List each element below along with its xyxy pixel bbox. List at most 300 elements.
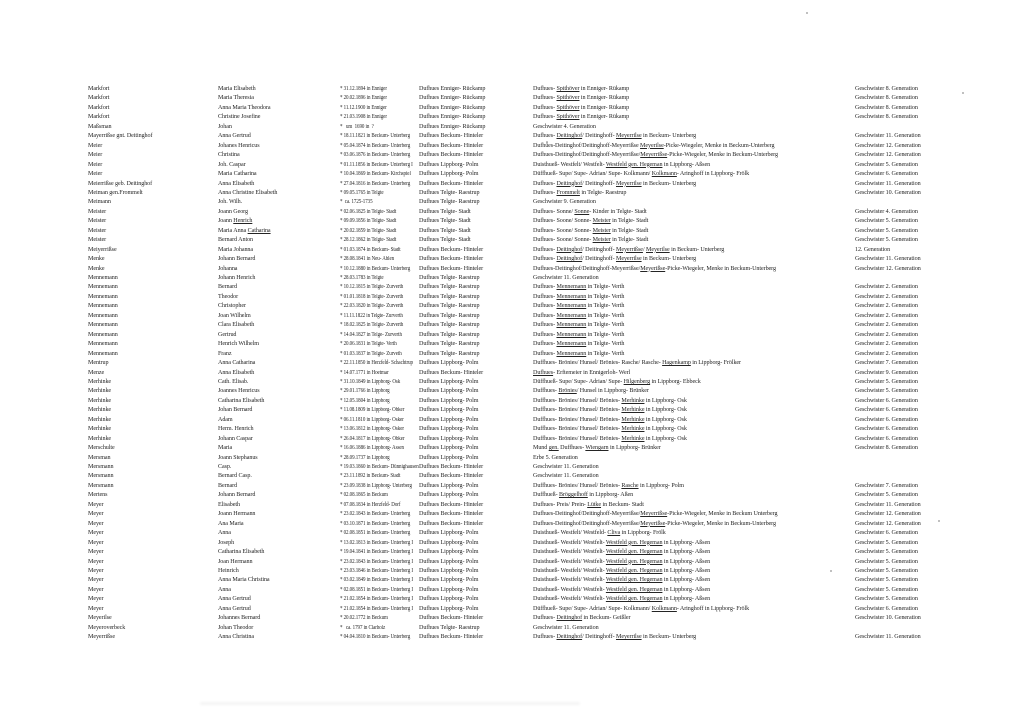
cell-generation: Geschwister 11. Generation bbox=[855, 634, 921, 641]
cell-given-name: Ana Maria bbox=[218, 520, 244, 527]
cell-estate-line: Dufhues- Mennemann in Telgte- Verth bbox=[533, 322, 625, 329]
cell-dufhues-line: Dufhues Beckum- Hinteler bbox=[419, 473, 484, 480]
cell-dufhues-line: Dufhues Telgte- Raestrup bbox=[419, 322, 480, 329]
cell-given-name: Anna bbox=[218, 530, 231, 537]
table-row bbox=[0, 501, 1024, 510]
cell-given-name: Anna Elisabeth bbox=[218, 180, 255, 187]
cell-birth-entry: * 19.03.1860 in Beckum- Dünnighausen bbox=[340, 464, 419, 470]
cell-dufhues-line: Dufhues Telgte- Stadt bbox=[419, 208, 471, 215]
cell-surname: Meyerrißse bbox=[88, 634, 115, 641]
cell-given-name: Franz bbox=[218, 350, 232, 357]
cell-birth-entry: * 14.07.1771 in Hoetmar bbox=[340, 369, 389, 376]
cell-estate-line: Duisthueß- Westfelt/ Westfelt- Westfeld gen. Hegeman in Lippborg- Aßsen bbox=[533, 558, 711, 565]
cell-given-name: Anna Gertrud bbox=[218, 596, 251, 603]
cell-birth-entry: * 01.01.1818 in Telgte- Zurverth bbox=[340, 293, 404, 300]
cell-birth-entry: * 07.08.1834 in Herzfeld- Dorf bbox=[340, 501, 401, 508]
cell-surname: Meimann bbox=[88, 199, 111, 206]
cell-surname: Menke bbox=[88, 265, 105, 272]
cell-dufhues-line: Dufhues Lippborg- Polm bbox=[419, 388, 479, 395]
scan-speckle bbox=[806, 12, 808, 14]
cell-surname: Meyer bbox=[88, 511, 104, 518]
cell-dufhues-line: Dufhues Telgte- Raestrup bbox=[419, 189, 480, 196]
cell-surname: Meister bbox=[88, 237, 107, 244]
cell-birth-entry: * 28.08.1841 in Neu- Ahlen bbox=[340, 256, 395, 263]
table-row bbox=[0, 595, 1024, 604]
table-row bbox=[0, 208, 1024, 217]
cell-estate-line: Dufhues- Spithöver in Enniger- Rükamp bbox=[533, 104, 630, 111]
cell-dufhues-line: Dufhues Telgte- Raestrup bbox=[419, 312, 480, 319]
cell-estate-line: Dufhues-Deitinghof/Deitinghoff-Meyerrißse/Meyerißse-Picke-Wiegeler, Menke in Beckum-Unterberg bbox=[533, 520, 776, 527]
table-row bbox=[0, 293, 1024, 302]
cell-generation: Geschwister 12. Generation bbox=[855, 152, 921, 159]
cell-generation: Geschwister 6. Generation bbox=[855, 435, 918, 442]
cell-given-name: Anna Elisabeth bbox=[218, 369, 255, 376]
cell-birth-entry: * 21.03.1908 in Enniger bbox=[340, 114, 387, 121]
cell-surname: Mayerrißse gnt. Deitinghof bbox=[88, 133, 153, 140]
table-row bbox=[0, 586, 1024, 595]
cell-estate-line: Dufhues- Sonne/ Sonne- Kinder in Telgte- Stadt bbox=[533, 208, 647, 215]
cell-dufhues-line: Dufhues Beckum- Hinteler bbox=[419, 142, 484, 149]
cell-generation: Geschwister 2. Generation bbox=[855, 341, 918, 348]
table-row bbox=[0, 255, 1024, 264]
cell-dufhues-line: Dufhues Lippborg- Polm bbox=[419, 539, 479, 546]
table-row bbox=[0, 605, 1024, 614]
cell-estate-line: Duffhues- Brönies/ Hunsel in Lippborg- Brünker bbox=[533, 388, 649, 395]
cell-given-name: Maria Johanna bbox=[218, 246, 254, 253]
cell-given-name: Christine Josefine bbox=[218, 114, 261, 121]
cell-birth-entry: * 04.04.1810 in Beckum- Unterberg bbox=[340, 634, 411, 641]
cell-surname: Mennemann bbox=[88, 312, 118, 319]
cell-dufhues-line: Dufhues Telgte- Raestrup bbox=[419, 303, 480, 310]
cell-birth-entry: * 03.06.1876 in Beckum- Unterberg bbox=[340, 152, 411, 159]
cell-dufhues-line: Dufhues Telgte- Stadt bbox=[419, 227, 471, 234]
cell-dufhues-line: Dufhues Beckum- Hinteler bbox=[419, 256, 484, 263]
cell-given-name: Maria bbox=[218, 445, 233, 452]
table-row bbox=[0, 633, 1024, 642]
table-row bbox=[0, 189, 1024, 198]
cell-estate-line: Geschwister 9. Generation bbox=[533, 199, 596, 206]
table-row bbox=[0, 463, 1024, 472]
cell-estate-line: Dufhues- Preis/ Prein- Lütke in Beckum- Stadt bbox=[533, 501, 644, 508]
cell-dufhues-line: Dufhues Lippborg- Polm bbox=[419, 407, 479, 414]
cell-generation: Geschwister 2. Generation bbox=[855, 303, 918, 310]
cell-generation: Geschwister 11. Generation bbox=[855, 133, 921, 140]
cell-given-name: Anna Maria Christina bbox=[218, 577, 270, 584]
cell-generation: Geschwister 5. Generation bbox=[855, 237, 918, 244]
cell-estate-line: Dufhues- Soone/ Sonne- Meister in Telgte- Stadt bbox=[533, 218, 649, 225]
cell-birth-entry: * 23.09.1838 in Lippborg- Unterberg bbox=[340, 482, 412, 489]
cell-estate-line: Dufhues- Soone/ Sonne- Meister in Telgte- Stadt bbox=[533, 237, 649, 244]
cell-dufhues-line: Dufhues Lippborg- Polm bbox=[419, 492, 479, 499]
cell-generation: Geschwister 2. Generation bbox=[855, 284, 918, 291]
cell-birth-entry: * 02.08.1865 in Beckum bbox=[340, 492, 388, 499]
cell-dufhues-line: Dufhues Telgte- Raestrup bbox=[419, 275, 480, 281]
table-row bbox=[0, 624, 1024, 633]
cell-given-name: Joann Stephanus bbox=[218, 454, 258, 461]
table-row bbox=[0, 113, 1024, 122]
cell-estate-line: Duffhueß- Bröggelhoff in Lippborg- Aßen bbox=[533, 492, 634, 499]
cell-estate-line: Dufhues- Spithöver in Enniger- Rükamp bbox=[533, 114, 630, 121]
cell-birth-entry: * 23.02.1843 in Beckum- Unterberg bbox=[340, 511, 411, 518]
cell-given-name: Johanna bbox=[218, 265, 238, 272]
table-row bbox=[0, 180, 1024, 189]
cell-birth-entry: * 10.12.1880 in Beckum- Unterberg bbox=[340, 265, 411, 272]
cell-birth-entry: * 11.12.1900 in Enniger bbox=[340, 104, 387, 111]
table-row bbox=[0, 482, 1024, 491]
cell-estate-line: Duffhues- Brönies/ Hunsel/ Brönies- Rasche in Lippborg- Polm bbox=[533, 482, 684, 489]
cell-estate-line: Dufhues- Mennemann in Telgte- Verth bbox=[533, 284, 625, 291]
cell-surname: Mennemann bbox=[88, 350, 118, 357]
cell-given-name: Gertrud bbox=[218, 331, 237, 338]
table-row bbox=[0, 369, 1024, 378]
cell-birth-entry: * 02.06.1825 in Telgte- Stadt bbox=[340, 208, 397, 215]
cell-given-name: Joh. Caspar bbox=[218, 161, 246, 168]
cell-birth-entry: * 21.02.1854 in Beckum- Unterberg I bbox=[340, 605, 413, 612]
cell-birth-entry: * 10.12.1815 in Telgte- Zurverth bbox=[340, 284, 404, 291]
cell-surname: Meyer bbox=[88, 596, 104, 603]
cell-dufhues-line: Dufhues Telgte- Raestrup bbox=[419, 331, 480, 338]
cell-given-name: Anna Christine Elisabeth bbox=[218, 189, 278, 196]
table-row bbox=[0, 548, 1024, 557]
cell-birth-entry: * 09.05.1765 in Telgte bbox=[340, 189, 384, 196]
cell-birth-entry: * 22.03.1820 in Telgte- Zurverth bbox=[340, 303, 404, 310]
cell-surname: Meyer bbox=[88, 567, 104, 574]
cell-given-name: Joseph bbox=[218, 539, 235, 546]
cell-dufhues-line: Dufhues Lippborg- Polm bbox=[419, 445, 479, 452]
table-row bbox=[0, 274, 1024, 283]
cell-generation: Geschwister 9. Generation bbox=[855, 369, 918, 376]
cell-surname: Menke bbox=[88, 256, 105, 263]
cell-estate-line: Geschwister 11. Generation bbox=[533, 473, 599, 480]
cell-surname: Mennemann bbox=[88, 303, 118, 310]
cell-given-name: Maria Theresia bbox=[218, 95, 254, 102]
table-row bbox=[0, 435, 1024, 444]
cell-surname: Meierrißse geb. Deitinghof bbox=[88, 180, 153, 187]
cell-estate-line: Dufhues-Deitinghof/Deitinghoff-Meyerrißse Meyerilse-Picke-Wiegeler, Menke in Beckum-Unterberg bbox=[533, 142, 775, 149]
cell-dufhues-line: Dufhues Telgte- Raestrup bbox=[419, 284, 480, 291]
cell-estate-line: Dufhues- Spithöver in Enniger- Rükamp bbox=[533, 95, 630, 102]
cell-birth-entry: * 03.10.1871 in Beckum- Unterberg bbox=[340, 520, 411, 527]
cell-estate-line: Düffhueß- Supe/ Supe- Adrian/ Supe- Kolkmann/ Kolkmann- Aringhoff in Lippborg- Frölk bbox=[533, 605, 750, 612]
cell-surname: Meiyerrißse bbox=[88, 246, 117, 253]
cell-dufhues-line: Dufhues Beckum- Hinteler bbox=[419, 152, 484, 159]
cell-estate-line: Duisthueß- Westfelt/ Westfelt- Westfeld gen. Hegeman in Lippborg- Aßsen bbox=[533, 577, 711, 584]
cell-estate-line: Duffhues- Brönies/ Hunsel/ Brönies- Merhinke in Lippborg- Osk bbox=[533, 416, 687, 423]
cell-estate-line: Duisthueß- Westfelt/ Westfelt- Westfeld gen. Hegeman in Lippborg- Aßsen bbox=[533, 549, 711, 556]
cell-estate-line: Duffhues- Brönies/ Hunsel/ Brönies- Rasche/ Rasche- Hagenkamp in Lippborg- Frölker bbox=[533, 360, 741, 367]
cell-birth-entry: * 01.03.1837 in Telgte- Zurveth bbox=[340, 350, 402, 357]
table-row bbox=[0, 425, 1024, 434]
cell-dufhues-line: Dufhues Lippborg- Polm bbox=[419, 426, 479, 433]
cell-estate-line: Dufhues-Deitinghof/Deitinghoff-Meyerrißse/Meyerißse-Picke-Wiegeler, Menke in Beckum-Unterberg bbox=[533, 265, 776, 272]
cell-generation: Geschwister 8. Generation bbox=[855, 445, 918, 452]
cell-birth-entry: * 01.11.1856 in Beckum- Unterberg I bbox=[340, 161, 413, 168]
cell-generation: Geschwister 12. Generation bbox=[855, 142, 921, 149]
cell-dufhues-line: Dufhues Lippborg- Polm bbox=[419, 378, 479, 385]
table-row bbox=[0, 558, 1024, 567]
cell-birth-entry: * 03.02.1849 in Beckum- Unterberg I bbox=[340, 577, 413, 584]
cell-given-name: Heinrich bbox=[218, 567, 239, 574]
cell-given-name: Johann Caspar bbox=[218, 435, 253, 442]
cell-given-name: Johanes Henricus bbox=[218, 142, 260, 149]
cell-given-name: Johann Henrich bbox=[218, 275, 256, 281]
cell-dufhues-line: Dufhues Beckum- Hinteler bbox=[419, 369, 484, 376]
cell-dufhues-line: Dufhues Beckum- Hinteler bbox=[419, 634, 484, 641]
cell-dufhues-line: Dufhues Beckum- Hinteler bbox=[419, 615, 484, 622]
cell-dufhues-line: Dufhues Beckum- Hinteler bbox=[419, 246, 484, 253]
cell-estate-line: Duisthueß- Westfelt/ Westfelt- Westfeld gen. Hegeman in Lippborg- Aßsen bbox=[533, 161, 711, 168]
cell-given-name: Anna Catharina bbox=[218, 360, 256, 367]
cell-birth-entry: * 20.06.1831 in Telgte- Verth bbox=[340, 341, 397, 348]
cell-birth-entry: * 19.04.1841 in Beckum- Unterberg I bbox=[340, 549, 413, 556]
cell-estate-line: Dufhues- Mennemann in Telgte- Verth bbox=[533, 303, 625, 310]
cell-estate-line: Geschwister 11. Generation bbox=[533, 624, 599, 631]
cell-dufhues-line: Dufhues Lippborg- Polm bbox=[419, 586, 479, 593]
cell-generation: Geschwister 8. Generation bbox=[855, 114, 918, 121]
table-row bbox=[0, 331, 1024, 340]
cell-dufhues-line: Dufhues Lippborg- Polm bbox=[419, 397, 479, 404]
cell-generation: Geschwister 6. Generation bbox=[855, 397, 918, 404]
cell-surname: Meyer bbox=[88, 501, 104, 508]
cell-surname: Mersmann bbox=[88, 473, 114, 480]
cell-surname: Meyer bbox=[88, 605, 104, 612]
cell-dufhues-line: Dufhues Beckum- Hinteler bbox=[419, 501, 484, 508]
cell-generation: Geschwister 6. Generation bbox=[855, 407, 918, 414]
table-row bbox=[0, 510, 1024, 519]
cell-surname: Meier bbox=[88, 161, 103, 168]
cell-generation: Geschwister 5. Generation bbox=[855, 227, 918, 234]
cell-generation: Geschwister 12. Generation bbox=[855, 511, 921, 518]
cell-given-name: Maria Anna Catharina bbox=[218, 227, 271, 234]
cell-birth-entry: * 31.10.1849 in Lippborg- Osk bbox=[340, 378, 401, 385]
cell-birth-entry: * 31.12.1894 in Enniger bbox=[340, 86, 387, 92]
cell-estate-line: Erbe 5. Generation bbox=[533, 454, 578, 461]
table-row bbox=[0, 416, 1024, 425]
cell-given-name: Elisabeth bbox=[218, 501, 240, 508]
cell-generation: Geschwister 8. Generation bbox=[855, 86, 918, 92]
cell-given-name: Theodor bbox=[218, 293, 239, 300]
cell-estate-line: Geschwister 11. Generation bbox=[533, 275, 599, 281]
cell-surname: Mennemann bbox=[88, 341, 118, 348]
table-row bbox=[0, 198, 1024, 207]
cell-surname: Mentrup bbox=[88, 360, 109, 367]
cell-estate-line: Geschwister 4. Generation bbox=[533, 123, 596, 130]
cell-birth-entry: * 23.11.1892 in Beckum- Stadt bbox=[340, 473, 401, 480]
cell-given-name: Anna bbox=[218, 586, 231, 593]
cell-estate-line: Dufhues-Deitinghof/Deitinghoff-Meyerrißse/Meyerrißse-Picke-Wiegeler, Menke in Beckum Unterberg bbox=[533, 511, 778, 518]
cell-dufhues-line: Dufhues Telgte- Stadt bbox=[419, 218, 471, 225]
table-row bbox=[0, 302, 1024, 311]
cell-surname: Mertens bbox=[88, 492, 108, 499]
table-row bbox=[0, 539, 1024, 548]
cell-surname: Mennemann bbox=[88, 331, 118, 338]
cell-estate-line: Dufhues- Deitinghof/ Deitinghoff- Meyerrilse in Beckum- Unterberg bbox=[533, 256, 697, 263]
cell-surname: Merhinke bbox=[88, 407, 112, 414]
cell-generation: Geschwister 4. Generation bbox=[855, 208, 918, 215]
cell-estate-line: Duisthueß- Westfelt/ Westfelt- Westfeld gen. Hegeman in Lippborg- Aßsen bbox=[533, 596, 711, 603]
table-row bbox=[0, 283, 1024, 292]
table-row bbox=[0, 454, 1024, 463]
cell-birth-entry: * 20.02.1896 in Enniger bbox=[340, 95, 387, 102]
cell-estate-line: Dufhues- Mennemann in Telgte- Verth bbox=[533, 293, 625, 300]
cell-generation: Geschwister 6. Generation bbox=[855, 416, 918, 423]
cell-dufhues-line: Dufhues Beckum- Hinteler bbox=[419, 464, 484, 470]
cell-generation: Geschwister 12. Generation bbox=[855, 265, 921, 272]
scan-speckle bbox=[938, 520, 940, 522]
cell-dufhues-line: Dufhues Lippborg- Polm bbox=[419, 549, 479, 556]
cell-given-name: Joan Wilhelm bbox=[218, 312, 251, 319]
cell-surname: Meyer bbox=[88, 539, 104, 546]
table-row bbox=[0, 529, 1024, 538]
cell-dufhues-line: Dufhues Lippborg- Polm bbox=[419, 360, 479, 367]
table-row bbox=[0, 151, 1024, 160]
table-row bbox=[0, 387, 1024, 396]
cell-dufhues-line: Dufhues Lippborg- Polm bbox=[419, 605, 479, 612]
cell-given-name: Joannes Henricus bbox=[218, 388, 260, 395]
cell-dufhues-line: Dufhues Beckum- Hinteler bbox=[419, 265, 484, 272]
table-row bbox=[0, 94, 1024, 103]
cell-birth-entry: * 28.03.1783 in Telgte bbox=[340, 275, 384, 281]
cell-given-name: Bernard bbox=[218, 284, 238, 291]
cell-generation: Geschwister 10. Generation bbox=[855, 189, 921, 196]
table-row bbox=[0, 350, 1024, 359]
cell-dufhues-line: Dufhues Enniger- Rückamp bbox=[419, 86, 486, 92]
cell-estate-line: Dufhues- Deitinghof/ Deitinghoff- Meyerrilse in Beckum- Unterberg bbox=[533, 133, 697, 140]
cell-surname: Meyeroverbeck bbox=[88, 624, 126, 631]
table-row bbox=[0, 397, 1024, 406]
cell-birth-entry: * 13.06.1812 in Lippborg- Osker bbox=[340, 426, 404, 433]
cell-dufhues-line: Dufhues Lippborg- Polm bbox=[419, 558, 479, 565]
cell-generation: Geschwister 8. Generation bbox=[855, 104, 918, 111]
cell-estate-line: Dufhues- Mennemann in Telgte- Verth bbox=[533, 350, 625, 357]
cell-surname: Meiman gen.Frommelt bbox=[88, 189, 143, 196]
cell-given-name: Henrich Wilhelm bbox=[218, 341, 259, 348]
cell-given-name: Maria Elisabeth bbox=[218, 86, 256, 92]
cell-birth-entry: * 06.11.1810 in Lippborg- Osker bbox=[340, 416, 404, 423]
cell-generation: Geschwister 5. Generation bbox=[855, 492, 918, 499]
cell-estate-line: Dufhues-Deitinghof/Deitinghoff-Meyerrißse/Meyerrißse-Picke-Wiegeler, Menke in Beckum-Unterberg bbox=[533, 152, 778, 159]
cell-generation: Geschwister 7. Generation bbox=[855, 482, 918, 489]
scanner-smudge bbox=[200, 702, 580, 705]
cell-given-name: Bernard Anton bbox=[218, 237, 254, 244]
cell-estate-line: Geschwister 11. Generation bbox=[533, 464, 599, 470]
table-row bbox=[0, 142, 1024, 151]
cell-given-name: Anna Gertrud bbox=[218, 133, 251, 140]
cell-birth-entry: * 29.01.1766 in Lippborg bbox=[340, 388, 390, 395]
cell-estate-line: Dufhues- Spithöver in Enniger- Rükamp bbox=[533, 86, 630, 92]
table-row bbox=[0, 321, 1024, 330]
cell-surname: Meier bbox=[88, 171, 103, 178]
cell-generation: Geschwister 5. Generation bbox=[855, 567, 918, 574]
cell-birth-entry: * 11.11.1822 in Telgte- Zurverth bbox=[340, 312, 403, 319]
cell-estate-line: Duisthueß- Westfelt/ Westfelt- Westfeld gen. Hegeman in Lippborg- Aßsen bbox=[533, 586, 711, 593]
cell-dufhues-line: Dufhues Lippborg- Polm bbox=[419, 454, 479, 461]
cell-dufhues-line: Dufhues Lippborg- Polm bbox=[419, 577, 479, 584]
cell-generation: Geschwister 11. Generation bbox=[855, 256, 921, 263]
cell-estate-line: Dufhues- Deitinghof in Beckum- Geißler bbox=[533, 615, 631, 622]
cell-generation: Geschwister 2. Generation bbox=[855, 350, 918, 357]
cell-given-name: Joann Hermann bbox=[218, 511, 256, 518]
cell-birth-entry: * 22.11.1850 in Herzfeld- Schachtrup bbox=[340, 360, 413, 367]
cell-birth-entry: * 18.02.1825 in Telgte- Zurverth bbox=[340, 322, 404, 329]
cell-surname: Meister bbox=[88, 227, 107, 234]
cell-surname: Meyer bbox=[88, 549, 104, 556]
cell-dufhues-line: Dufhues Lippborg- Polm bbox=[419, 171, 479, 178]
cell-birth-entry: * 27.04.1816 in Beckum- Unterberg bbox=[340, 180, 411, 187]
cell-dufhues-line: Dufhues Lippborg- Polm bbox=[419, 416, 479, 423]
cell-given-name: Joan Hermann bbox=[218, 558, 253, 565]
scan-speckle bbox=[546, 141, 548, 144]
cell-dufhues-line: Dufhues Beckum- Hinteler bbox=[419, 180, 484, 187]
cell-surname: Merhinke bbox=[88, 388, 112, 395]
cell-given-name: Catharina Elisabeth bbox=[218, 397, 265, 404]
cell-surname: Merhinke bbox=[88, 378, 112, 385]
cell-generation: Geschwister 5. Generation bbox=[855, 161, 918, 168]
cell-given-name: Johan bbox=[218, 123, 232, 130]
table-row bbox=[0, 406, 1024, 415]
cell-given-name: Anna Gertrud bbox=[218, 605, 251, 612]
cell-given-name: Joh. Wilh. bbox=[218, 199, 243, 206]
cell-dufhues-line: Dufhues Lippborg- Polm bbox=[419, 567, 479, 574]
cell-birth-entry: * 09.09.1856 in Telgte- Stadt bbox=[340, 218, 397, 225]
cell-generation: Geschwister 6. Generation bbox=[855, 171, 918, 178]
cell-dufhues-line: Dufhues Enniger- Rückamp bbox=[419, 123, 486, 130]
cell-given-name: Anna Maria Theodora bbox=[218, 104, 271, 111]
cell-surname: Meyer bbox=[88, 586, 104, 593]
cell-estate-line: Dufhues- Mennemann in Telgte- Verth bbox=[533, 331, 625, 338]
cell-surname: Meyer bbox=[88, 577, 104, 584]
cell-estate-line: Dufhues- Mennemann in Telgte- Verth bbox=[533, 312, 625, 319]
cell-generation: Geschwister 5. Generation bbox=[855, 549, 918, 556]
cell-given-name: Herm. Henrich bbox=[218, 426, 254, 433]
cell-surname: Markfort bbox=[88, 104, 110, 111]
cell-estate-line: Duffhues- Brönies/ Hunsel/ Brönies- Merhinke in Lippborg- Osk bbox=[533, 435, 687, 442]
cell-birth-entry: * 13.02.1813 in Beckum- Unterberg I bbox=[340, 539, 413, 546]
cell-surname: Mersman bbox=[88, 454, 111, 461]
cell-estate-line: Dufhues- Deitinghof/ Deitinghoff- Meyerrißse/ Meyerilse in Beckum- Unterberg bbox=[533, 246, 725, 253]
cell-dufhues-line: Dufhues Telgte- Raestrup bbox=[419, 350, 480, 357]
cell-surname: Meister bbox=[88, 218, 107, 225]
cell-estate-line: Dufhues- Soone/ Sonne- Meister in Telgte- Stadt bbox=[533, 227, 649, 234]
cell-generation: Geschwister 5. Generation bbox=[855, 558, 918, 565]
cell-surname: Meier bbox=[88, 142, 103, 149]
cell-surname: Menze bbox=[88, 369, 105, 376]
cell-birth-entry: * 10.04.1869 in Beckum- Kirchspiel bbox=[340, 171, 411, 178]
cell-dufhues-line: Dufhues Telgte- Raestrup bbox=[419, 293, 480, 300]
scan-speckle bbox=[962, 92, 964, 94]
table-row bbox=[0, 567, 1024, 576]
cell-surname: Meyer bbox=[88, 530, 104, 537]
cell-dufhues-line: Dufhues Telgte- Raestrup bbox=[419, 341, 480, 348]
cell-birth-entry: * 26.04.1817 in Lippborg- Obker bbox=[340, 435, 405, 442]
cell-given-name: Bernard Casp. bbox=[218, 473, 252, 480]
table-row bbox=[0, 132, 1024, 141]
cell-estate-line: Dufhues- Erftemeier in Ennigerloh- Werl bbox=[533, 369, 631, 376]
table-row bbox=[0, 491, 1024, 500]
cell-surname: Mersmann bbox=[88, 464, 114, 470]
table-row bbox=[0, 123, 1024, 132]
cell-dufhues-line: Dufhues Lippborg- Polm bbox=[419, 482, 479, 489]
cell-estate-line: Dufhues- Frommelt in Telgte- Raestrup bbox=[533, 189, 627, 196]
table-row bbox=[0, 104, 1024, 113]
cell-surname: Merhinke bbox=[88, 416, 112, 423]
cell-generation: Geschwister 12. Generation bbox=[855, 520, 921, 527]
cell-surname: Markfort bbox=[88, 114, 110, 121]
cell-estate-line: Dufhues- Mennemann in Telgte- Verth bbox=[533, 341, 625, 348]
cell-generation: Geschwister 5. Generation bbox=[855, 596, 918, 603]
table-row bbox=[0, 85, 1024, 94]
cell-estate-line: Duisthueß- Westfelt/ Westfelt- Westfeld gen. Hegeman in Lippborg- Aßsen bbox=[533, 567, 711, 574]
